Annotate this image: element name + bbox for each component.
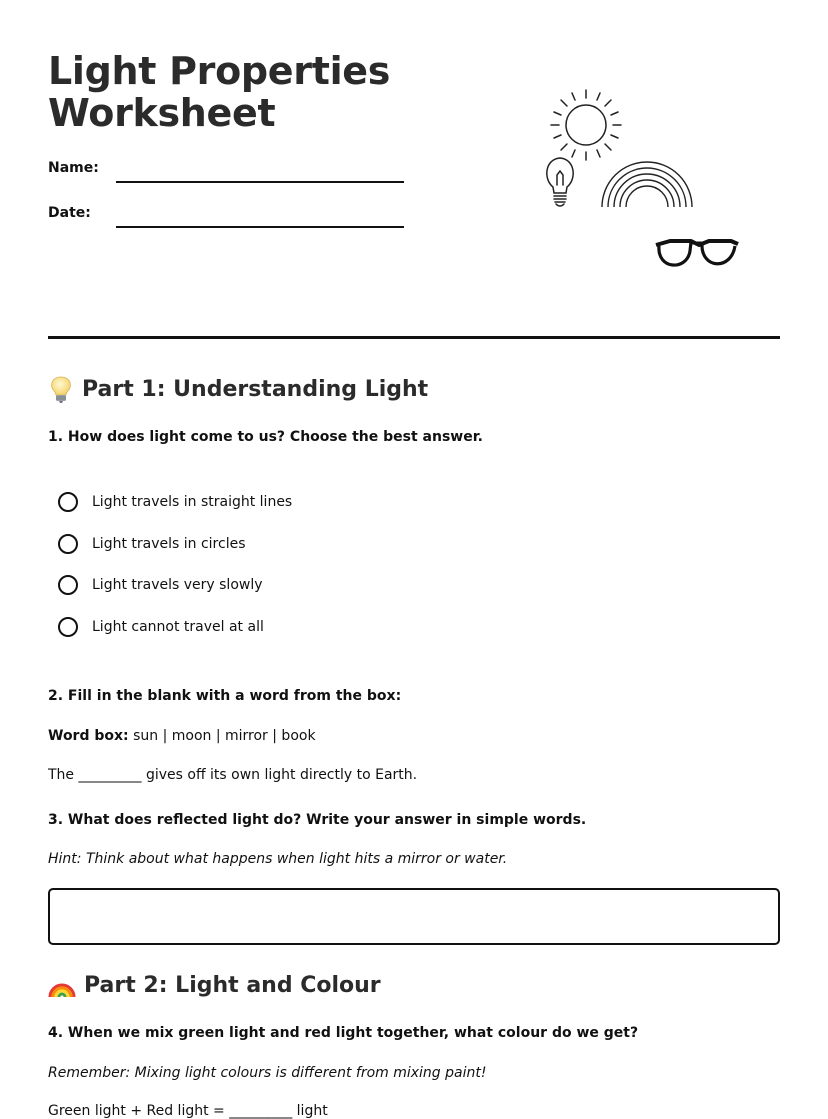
word-box xyxy=(48,728,316,744)
question-4: 4. When we mix green light and red light together, what colour do we get? xyxy=(48,1025,639,1041)
fill-blank-sentence xyxy=(48,767,417,783)
q1-option-label: Light travels very slowly xyxy=(92,577,263,593)
question-3: 3. What does reflected light do? Write your answer in simple words. xyxy=(48,812,587,828)
lightbulb-icon xyxy=(48,374,74,404)
name-label: Name: xyxy=(48,160,99,176)
equation-left: Green light + Red light = xyxy=(48,1103,225,1119)
answer-blank[interactable]: _________ xyxy=(78,767,142,783)
date-label: Date: xyxy=(48,205,91,221)
title-line-1: Light Properties xyxy=(48,49,391,93)
sentence-start: The xyxy=(48,767,75,783)
q1-option-label: Light cannot travel at all xyxy=(92,619,264,635)
q4-reminder: Remember: Mixing light colours is different from mixing paint! xyxy=(48,1065,487,1081)
q1-option[interactable] xyxy=(58,575,263,595)
lightbulb-icon xyxy=(547,158,573,206)
sun-icon xyxy=(551,90,621,160)
answer-blank[interactable]: _________ xyxy=(229,1103,293,1119)
q1-option[interactable] xyxy=(58,492,292,512)
radio-button[interactable] xyxy=(58,617,78,637)
header-divider xyxy=(48,336,780,339)
q1-option[interactable] xyxy=(58,534,246,554)
title-line-2: Worksheet xyxy=(48,91,276,135)
worksheet-title xyxy=(48,50,468,134)
part2-heading xyxy=(48,969,381,1001)
radio-button[interactable] xyxy=(58,534,78,554)
question-2: 2. Fill in the blank with a word from the box: xyxy=(48,688,402,704)
word-box-label: Word box: xyxy=(48,728,129,744)
glasses-icon xyxy=(656,241,738,265)
q3-answer-box[interactable] xyxy=(48,888,780,945)
name-field[interactable] xyxy=(116,181,404,183)
light-illustration xyxy=(535,85,745,275)
radio-button[interactable] xyxy=(58,575,78,595)
q1-option-label: Light travels in circles xyxy=(92,536,246,552)
sentence-end: gives off its own light directly to Earth. xyxy=(145,767,418,783)
q3-hint: Hint: Think about what happens when light hits a mirror or water. xyxy=(48,851,508,867)
q4-equation xyxy=(48,1103,328,1119)
date-field[interactable] xyxy=(116,226,404,228)
rainbow-icon xyxy=(602,162,692,207)
radio-button[interactable] xyxy=(58,492,78,512)
question-1: 1. How does light come to us? Choose the best answer. xyxy=(48,429,483,445)
part1-heading xyxy=(48,373,428,405)
q1-option-label: Light travels in straight lines xyxy=(92,494,293,510)
word-box-words: sun | moon | mirror | book xyxy=(133,728,316,744)
part2-heading-text: Part 2: Light and Colour xyxy=(84,972,381,998)
part1-heading-text: Part 1: Understanding Light xyxy=(82,376,429,402)
equation-right: light xyxy=(296,1103,328,1119)
rainbow-icon xyxy=(48,971,76,999)
q1-option[interactable] xyxy=(58,617,264,637)
